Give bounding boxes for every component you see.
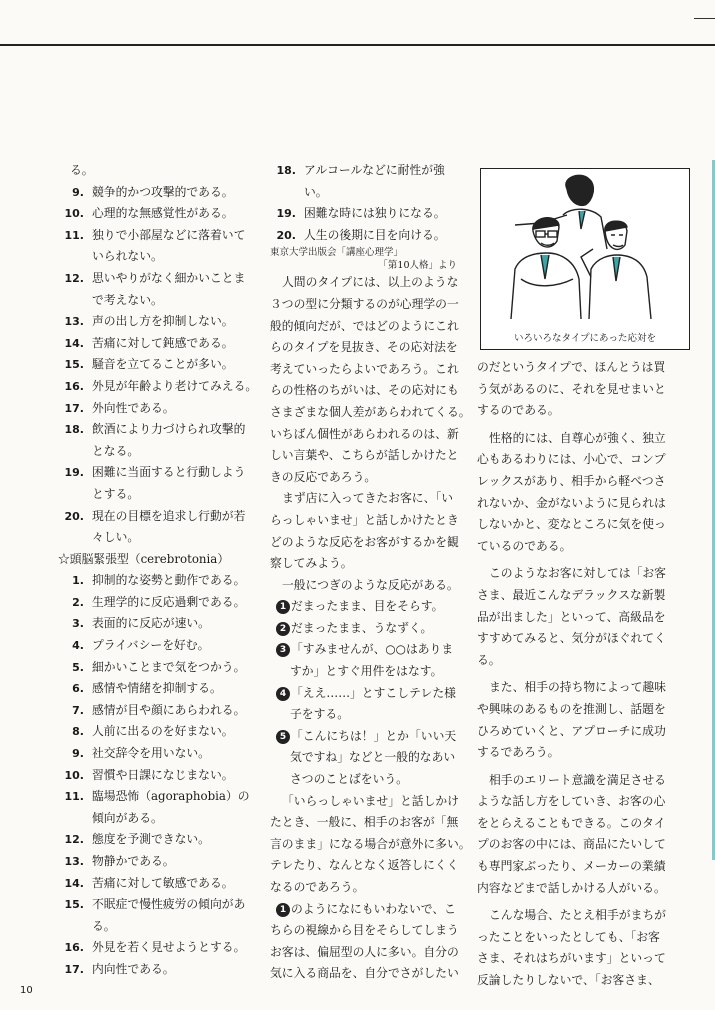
paragraph-line: る。 — [477, 652, 501, 667]
circled-number: 1 — [276, 903, 290, 917]
list-item-text: 社交辞令を用いない。 — [92, 746, 210, 761]
list-item-text: アルコールなどに耐性が強い。 — [304, 163, 445, 199]
list-item-number: 13. — [64, 855, 84, 868]
list-item-number: 13. — [64, 315, 84, 329]
list-item-number: 15. — [64, 358, 84, 372]
column-3 — [477, 357, 695, 992]
paragraph-line: いちばん個性があらわれるのは、新 — [270, 426, 459, 441]
paragraph-line: このようなお客に対しては「お客 — [489, 566, 666, 581]
list-item-text: 感情や情緒を抑制する。 — [92, 681, 222, 696]
list-item-text: 困難に当面すると行動しよう — [92, 465, 246, 480]
list-item — [58, 225, 258, 247]
list-item-text: 思いやりがなく細かいことま — [92, 270, 246, 285]
reaction-item: 1 だまったまま、目をそらす。 — [270, 596, 465, 618]
paragraph-line: まず店に入ってきたお客に、「い — [282, 491, 454, 506]
paragraph-line: なるのであろう。 — [270, 880, 365, 894]
paragraph-line: 気に入る商品を、自分でさがしたい — [270, 966, 459, 981]
list-item — [58, 311, 258, 333]
list-item-text: 不眠症で慢性疲労の傾向がある。 — [92, 897, 246, 933]
paragraph-line: 相手のエリート意識を満足させる — [489, 772, 666, 787]
list-item-number: 20. — [276, 228, 296, 242]
list-item-number: 17. — [64, 401, 84, 415]
paragraph-line: するであろう。 — [477, 745, 560, 760]
list-item — [58, 506, 258, 528]
list-item — [58, 721, 258, 743]
list-item — [58, 678, 258, 700]
list-item — [58, 873, 258, 895]
paragraph-line: しないかと、変なところに気を使っ — [477, 517, 666, 532]
paragraph-line: プのお客の中には、商品にたいして — [477, 837, 666, 852]
paragraph-line: さま、それはちがいます」といって — [477, 951, 666, 966]
paragraph-line: ような話し方をしていき、お客の心 — [477, 794, 666, 809]
list-item-text: 臨場恐怖（agoraphobia）の — [92, 789, 250, 804]
paragraph-line: 察してみよう。 — [270, 556, 353, 571]
paragraph-line: 一般につぎのような反応がある。 — [282, 577, 459, 592]
list-item-number: 11. — [64, 228, 84, 242]
list-item-number: 19. — [64, 466, 84, 480]
list-item-text: 困難な時には独りになる。 — [304, 206, 446, 221]
paragraph-line: こんな場合、たとえ相手がまちが — [489, 908, 666, 923]
paragraph-line: ったことをいったとしても、「お客 — [477, 929, 660, 944]
list-item — [58, 398, 258, 420]
list-item-number: 15. — [64, 898, 84, 912]
paragraph-line: お客は、偏屈型の人に多い。自分の — [270, 944, 459, 959]
list-item — [58, 765, 258, 787]
list-item-number: 10. — [64, 768, 84, 782]
list-item-number: 12. — [64, 833, 84, 847]
list-item-text: 習慣や日課になじまない。 — [92, 767, 234, 782]
section-heading: ☆頭脳緊張型（cerebrotonia） — [58, 551, 230, 566]
list-item-number: 11. — [64, 790, 84, 804]
paragraph-line: 考えていったらよいであろう。これ — [270, 361, 459, 376]
paragraph-line: ているのである。 — [477, 538, 572, 553]
list-item — [58, 613, 258, 635]
paragraph-line: のだというタイプで、ほんとうは買 — [477, 360, 666, 374]
continued-text: る。 — [70, 163, 94, 177]
paragraph-line: さまざまな個人差があらわれてくる。 — [270, 404, 471, 419]
list-item-continuation: いられない。 — [92, 249, 163, 264]
list-item-number: 19. — [276, 207, 296, 221]
list-item-number: 3. — [72, 617, 84, 631]
list-item-number: 20. — [64, 509, 84, 523]
list-item-number: 18. — [64, 423, 84, 437]
list-item-text: 外向性である。 — [92, 400, 175, 415]
list-item-text: 態度を予測できない。 — [92, 832, 210, 847]
paragraph-line: も専門家ぶったり、メーカーの業績 — [477, 859, 666, 874]
list-item-number: 12. — [64, 271, 84, 285]
list-item — [58, 786, 258, 808]
reaction-item: 4 「ええ……」とすこしテレた様 — [270, 683, 465, 705]
list-item — [58, 829, 258, 851]
column-2 — [270, 160, 471, 985]
list-item-number: 17. — [64, 962, 84, 976]
list-item-text: 現在の目標を追求し行動が若 — [92, 508, 246, 523]
list-item-number: 7. — [72, 703, 84, 717]
list-item — [58, 851, 258, 873]
list-item — [270, 160, 465, 203]
paragraph-line: するのである。 — [477, 403, 560, 418]
paragraph-line: らの性格のちがいは、その応対にも — [270, 383, 459, 398]
page-number: 10 — [20, 985, 33, 996]
list-item — [58, 376, 258, 398]
citation: 「第10人格」より — [378, 260, 457, 272]
list-item-text: 物静かである。 — [92, 854, 175, 868]
list-item-number: 6. — [72, 682, 84, 696]
paragraph-line: らのタイプを見抜き、その応対法を — [270, 340, 458, 355]
list-item-text: 苦痛に対して鈍感である。 — [92, 335, 234, 350]
paragraph-line: 1 のようになにもいわないで、こ — [270, 899, 465, 921]
list-item — [58, 635, 258, 657]
reaction-item: 3 「すみませんが、○○はありま — [270, 639, 465, 661]
column-1 — [58, 160, 258, 981]
list-item-text: 外見が年齢より老けてみえる。 — [92, 378, 258, 393]
paragraph-line: テレたり、なんとなく返答しにくく — [270, 858, 459, 873]
paragraph-line: 反論したりしないで、「お客さま、 — [477, 973, 660, 988]
citation: 東京大学出版会「講座心理学」 — [270, 247, 404, 259]
paragraph-line: 「いらっしゃいませ」と話しかけ — [282, 793, 459, 808]
list-item-text: 飲酒により力づけられ攻撃的 — [92, 422, 246, 437]
list-item-number: 9. — [72, 747, 84, 761]
list-item-text: 心理的な無感覚性がある。 — [92, 206, 234, 221]
list-item — [58, 333, 258, 355]
circled-number: 5 — [276, 730, 290, 744]
list-item — [58, 462, 258, 484]
reaction-item: 子をする。 — [290, 707, 349, 722]
list-item-number: 18. — [276, 164, 296, 177]
list-item — [58, 182, 258, 204]
list-item-continuation: 傾向がある。 — [92, 810, 163, 825]
paragraph-line: 言のまま」になる場合が意外に多い。 — [270, 836, 471, 851]
list-item — [270, 225, 465, 247]
list-item-continuation: となる。 — [92, 443, 140, 458]
list-item-number: 8. — [72, 725, 84, 739]
list-item-text: 抑制的な姿勢と動作である。 — [92, 573, 246, 588]
paragraph-line: しい言葉や、こちらが話しかけたと — [270, 448, 459, 463]
list-item — [58, 700, 258, 722]
list-item-text: 外見を若く見せようとする。 — [92, 940, 246, 955]
list-item-text: 細かいことまで気をつかう。 — [92, 659, 246, 674]
list-item-text: 人生の後期に目を向ける。 — [304, 227, 446, 242]
list-item-number: 9. — [72, 185, 84, 199]
list-item-number: 4. — [72, 639, 84, 653]
list-item — [58, 592, 258, 614]
list-item — [58, 894, 258, 937]
reaction-item: 気ですね」などと一般的なあい — [290, 750, 456, 765]
paragraph-line: や興味のあるものを推測し、話題を — [477, 701, 666, 716]
list-item — [58, 959, 258, 981]
list-item-number: 5. — [72, 660, 84, 674]
paragraph-line: 内容などまで話しかける人がいる。 — [477, 880, 666, 895]
illustration — [480, 168, 690, 350]
paragraph-line: ちらの視線から目をそらしてしまう — [270, 923, 459, 938]
list-item — [58, 268, 258, 290]
reaction-item: すか」とすぐ用件をはなす。 — [290, 664, 443, 679]
list-item — [58, 743, 258, 765]
illustration-caption: いろいろなタイプにあった応対を — [514, 333, 656, 344]
list-item — [58, 419, 258, 441]
list-item-text: プライバシーを好む。 — [92, 638, 210, 653]
circled-number: 3 — [276, 643, 290, 657]
list-item — [58, 354, 258, 376]
list-item-text: 独りで小部屋などに落着いて — [92, 227, 246, 242]
paragraph-line: ３つの型に分類するのが心理学の一 — [270, 296, 459, 311]
list-item — [58, 937, 258, 959]
list-item-continuation: で考えない。 — [92, 292, 163, 307]
list-item-text: 競争的かつ攻撃的である。 — [92, 184, 234, 199]
paragraph-line: う気があるのに、それを見せまいと — [477, 381, 666, 396]
paragraph-line: 心もあるわりには、小心で、コンプ — [477, 452, 666, 467]
list-item-text: 人前に出るのを好まない。 — [92, 724, 234, 739]
reaction-item: 5 「こんにちは！」とか「いい天 — [270, 726, 465, 748]
circled-number: 4 — [276, 687, 290, 701]
list-item — [58, 570, 258, 592]
three-people-drawing — [481, 169, 689, 349]
list-item-number: 16. — [64, 379, 84, 393]
paragraph-line: をとらえることもできる。このタイ — [477, 815, 666, 830]
list-item — [58, 203, 258, 225]
circled-number: 1 — [276, 600, 290, 614]
paragraph-line: どのような反応をお客がするかを観 — [270, 534, 459, 549]
paragraph-line: らっしゃいませ」と話しかけたとき — [270, 512, 459, 527]
list-item-number: 16. — [64, 941, 84, 955]
list-item-number: 14. — [64, 336, 84, 350]
paragraph-line: また、相手の持ち物によって趣味 — [489, 680, 666, 695]
list-item-number: 10. — [64, 207, 84, 221]
list-item-text: 感情が目や顔にあらわれる。 — [92, 702, 246, 717]
reaction-item: 2 だまったまま、うなずく。 — [270, 618, 465, 640]
header-rule — [0, 44, 715, 46]
list-item-text: 苦痛に対して敏感である。 — [92, 875, 234, 890]
list-item-continuation: とする。 — [92, 486, 140, 501]
paragraph-line: レックスがあり、相手から軽べつさ — [477, 473, 666, 488]
list-item-number: 14. — [64, 876, 84, 890]
reaction-item: さつのことばをいう。 — [290, 772, 408, 787]
paragraph-line: たとき、一般に、相手のお客が「無 — [270, 815, 459, 830]
list-item-text: 内向性である。 — [92, 961, 175, 976]
list-item — [58, 657, 258, 679]
list-item-text: 騒音を立てることが多い。 — [92, 357, 234, 372]
top-short-rule — [694, 18, 715, 19]
paragraph-line: 品が出ました」といって、高級品を — [477, 609, 666, 624]
paragraph-line: すすめてみると、気分がほぐれてく — [477, 631, 666, 646]
paragraph-line: れないか、金がないように見られは — [477, 495, 666, 510]
paragraph-line: ひろめていくと、アプローチに成功 — [477, 723, 666, 738]
list-item-text: 表面的に反応が速い。 — [92, 616, 210, 631]
list-item-continuation: 々しい。 — [92, 530, 140, 545]
list-item — [270, 203, 465, 225]
list-item-number: 1. — [72, 574, 84, 588]
paragraph-line: 人間のタイプには、以上のような — [282, 275, 459, 290]
list-item-text: 声の出し方を抑制しない。 — [92, 314, 234, 329]
paragraph-line: きの反応であろう。 — [270, 469, 377, 484]
paragraph-line: さま、最近こんなデラックスな新製 — [477, 587, 666, 602]
paragraph-line: 性格的には、自尊心が強く、独立 — [489, 430, 666, 445]
list-item-text: 生理学的に反応過剰である。 — [92, 594, 246, 609]
list-item-number: 2. — [72, 595, 84, 609]
circled-number: 2 — [276, 622, 290, 636]
paragraph-line: 般的傾向だが、ではどのようにこれ — [270, 318, 459, 333]
